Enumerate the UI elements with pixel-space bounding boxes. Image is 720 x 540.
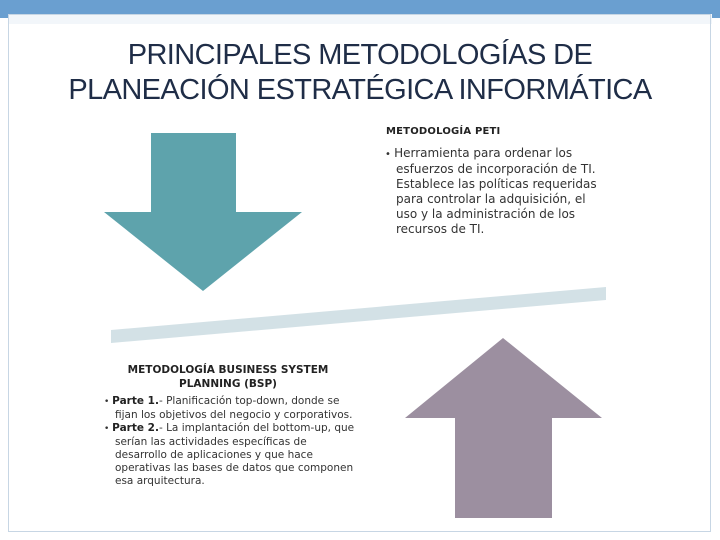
bsp-heading: METODOLOGÍA BUSINESS SYSTEM PLANNING (BSP) [127, 364, 329, 390]
bullet-marker: • [104, 397, 113, 407]
title-line-1: PRINCIPALES METODOLOGÍAS DE [127, 39, 593, 71]
peti-heading: METODOLOGÍA PETI [386, 126, 501, 137]
peti-text: Herramienta para ordenar los esfuerzos de incorporación de TI. Establece las políticas requeridas para controlar la adquisición, el uso y la administración de los recursos de TI. [394, 146, 597, 236]
list-item [104, 422, 356, 488]
bullet-marker: • [385, 149, 395, 160]
item-text: - La implantación del bottom-up, que serían las actividades específicas de desarrollo de aplicaciones y que hace operativas las bases de datos que componen esa arquitectura. [115, 422, 355, 487]
balance-bar [111, 287, 606, 343]
bsp-list [104, 395, 356, 488]
item-text: - Planificación top-down, donde se fijan los objetivos del negocio y corporativos. [115, 395, 353, 421]
item-label: Parte 2. [112, 422, 159, 434]
down-arrow [104, 133, 302, 291]
bullet-marker: • [104, 424, 113, 434]
title-line-2: PLANEACIÓN ESTRATÉGICA INFORMÁTICA [68, 74, 652, 106]
peti-description [385, 146, 601, 237]
list-item [104, 395, 356, 422]
up-arrow [405, 338, 602, 518]
item-label: Parte 1. [112, 395, 159, 407]
